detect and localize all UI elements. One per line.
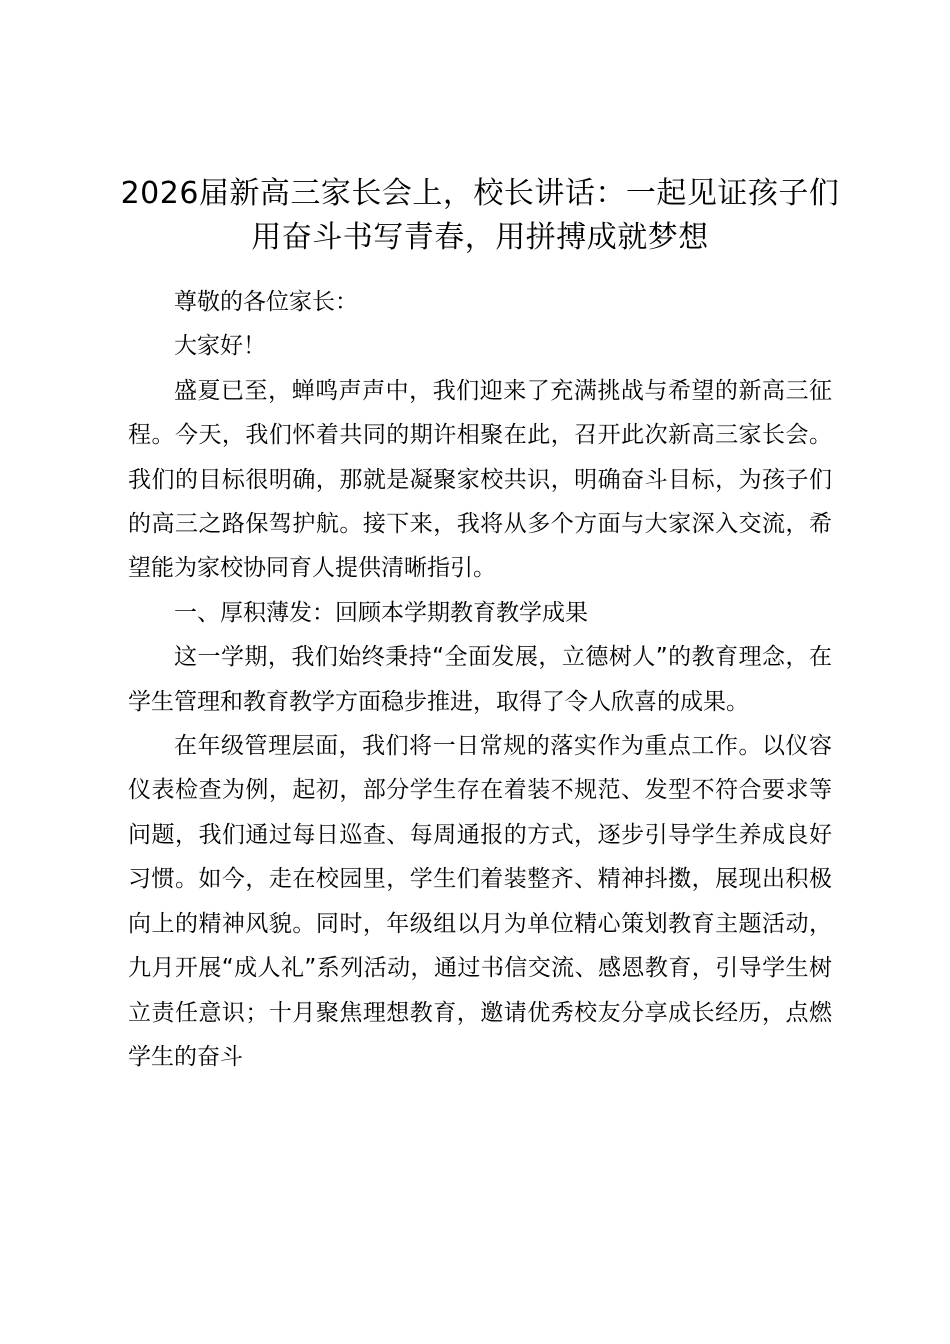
document-title: 2026届新高三家长会上，校长讲话：一起见证孩子们用奋斗书写青春，用拼搏成就梦想 (120, 176, 840, 255)
paragraph-semester-review: 这一学期，我们始终秉持“全面发展，立德树人”的教育理念，在学生管理和教育教学方面稳步推进，取得了令人欣喜的成果。 (128, 644, 832, 715)
salutation: 尊敬的各位家长： (174, 289, 358, 315)
paragraph-grade-management: 在年级管理层面，我们将一日常规的落实作为重点工作。以仪容仪表检查为例，起初，部分学生存在着装不规范、发型不符合要求等问题，我们通过每日巡查、每周通报的方式，逐步引导学生养成良好习惯。如今，走在校园里，学生们着装整齐、精神抖擞，展现出积极向上的精神风貌。同时，年级组以月为单位精心策划教育主题活动，九月开展“成人礼”系列活动，通过书信交流、感恩教育，引导学生树立责任意识；十月聚焦理想教育，邀请优秀校友分享成长经历，点燃学生的奋斗 (128, 733, 832, 1070)
paragraph-intro: 盛夏已至，蝉鸣声声中，我们迎来了充满挑战与希望的新高三征程。今天，我们怀着共同的期许相聚在此，召开此次新高三家长会。我们的目标很明确，那就是凝聚家校共识，明确奋斗目标，为孩子们的高三之路保驾护航。接下来，我将从多个方面与大家深入交流，希望能为家校协同育人提供清晰指引。 (128, 377, 832, 582)
section-heading-1: 一、厚积薄发：回顾本学期教育教学成果 (174, 599, 588, 626)
document-body (128, 280, 832, 1079)
greeting: 大家好！ (174, 333, 266, 360)
